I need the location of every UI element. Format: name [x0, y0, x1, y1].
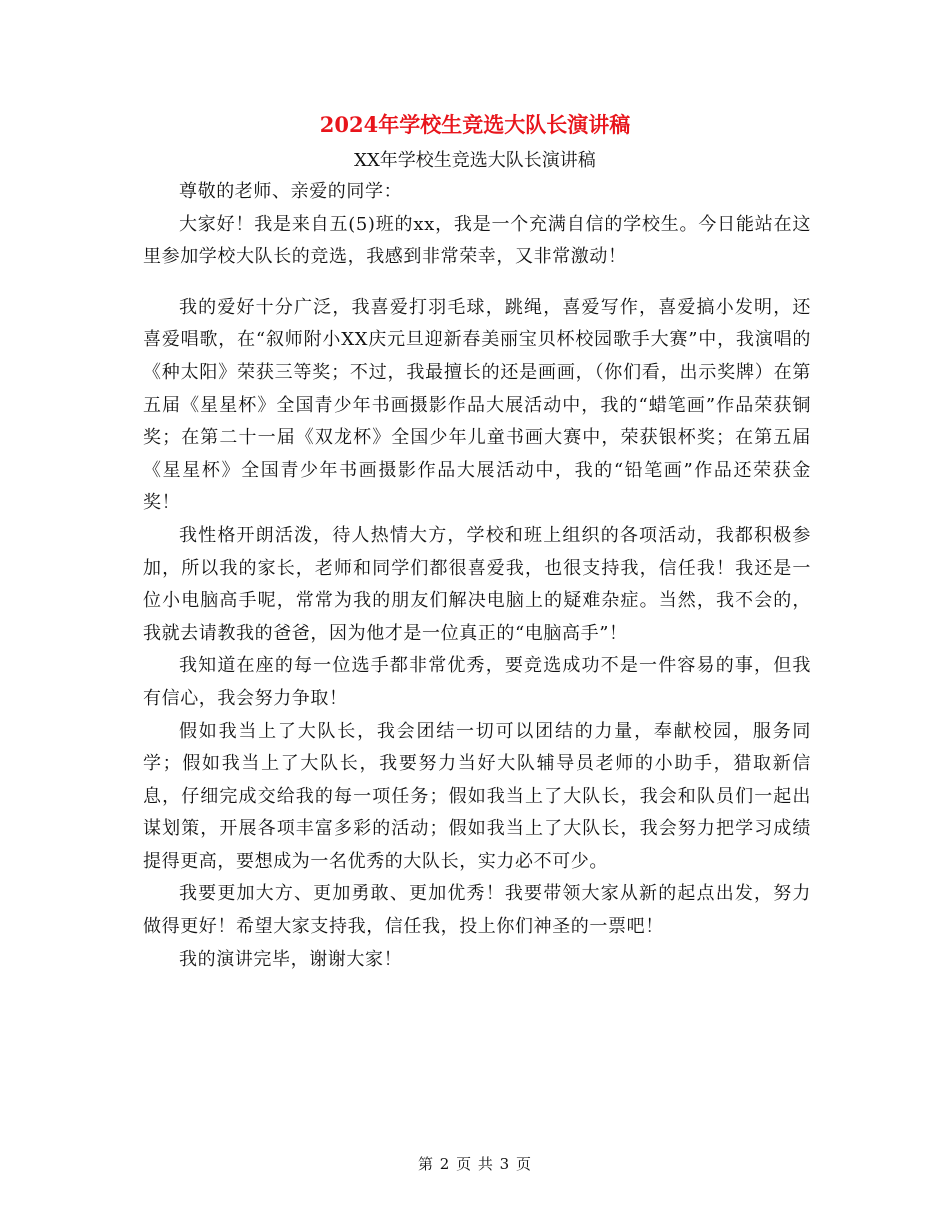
paragraph: 大家好！我是来自五(5)班的xx，我是一个充满自信的学校生。今日能站在这里参加学校大队长的竞选，我感到非常荣幸，又非常激动！ — [143, 213, 811, 268]
paragraph: 我的演讲完毕，谢谢大家！ — [179, 948, 403, 970]
greeting: 尊敬的老师、亲爱的同学： — [179, 181, 403, 202]
speech-body — [143, 176, 811, 976]
paragraph: 假如我当上了大队长，我会团结一切可以团结的力量，奉献校园，服务同学；假如我当上了大队长，我要努力当好大队辅导员老师的小助手，猎取新信息，仔细完成交给我的每一项任务；假如我当上了大队长，我会和队员们一起出谋划策，开展各项丰富多彩的活动；假如我当上了大队长，我会努力把学习成绩提得更高，要想成为一名优秀的大队长，实力必不可少。 — [143, 720, 811, 872]
paragraph: 我要更加大方、更加勇敢、更加优秀！我要带领大家从新的起点出发，努力做得更好！希望大家支持我，信任我，投上你们神圣的一票吧！ — [143, 883, 811, 938]
paragraph: 我的爱好十分广泛，我喜爱打羽毛球，跳绳，喜爱写作，喜爱搞小发明，还喜爱唱歌，在“叙师附小XX庆元旦迎新春美丽宝贝杯校园歌手大赛”中，我演唱的《种太阳》荣获三等奖；不过，我最擅长的还是画画，（你们看，出示奖牌）在第五届《星星杯》全国青少年书画摄影作品大展活动中，我的“蜡笔画”作品荣获铜奖；在第二十一届《双龙杯》全国少年儿童书画大赛中，荣获银杯奖；在第五届《星星杯》全国青少年书画摄影作品大展活动中，我的“铅笔画”作品还荣获金奖！ — [143, 296, 811, 514]
page-number-footer: 第 2 页 共 3 页 — [418, 1155, 532, 1173]
document-title: 2024年学校生竞选大队长演讲稿 — [319, 112, 631, 137]
document-subtitle: XX年学校生竞选大队长演讲稿 — [354, 150, 596, 171]
paragraph: 我性格开朗活泼，待人热情大方，学校和班上组织的各项活动，我都积极参加，所以我的家长，老师和同学们都很喜爱我，也很支持我，信任我！我还是一位小电脑高手呢，常常为我的朋友们解决电脑上的疑难杂症。当然，我不会的，我就去请教我的爸爸，因为他才是一位真正的“电脑高手”！ — [143, 524, 811, 644]
paragraph: 我知道在座的每一位选手都非常优秀，要竞选成功不是一件容易的事，但我有信心，我会努力争取！ — [143, 655, 811, 709]
